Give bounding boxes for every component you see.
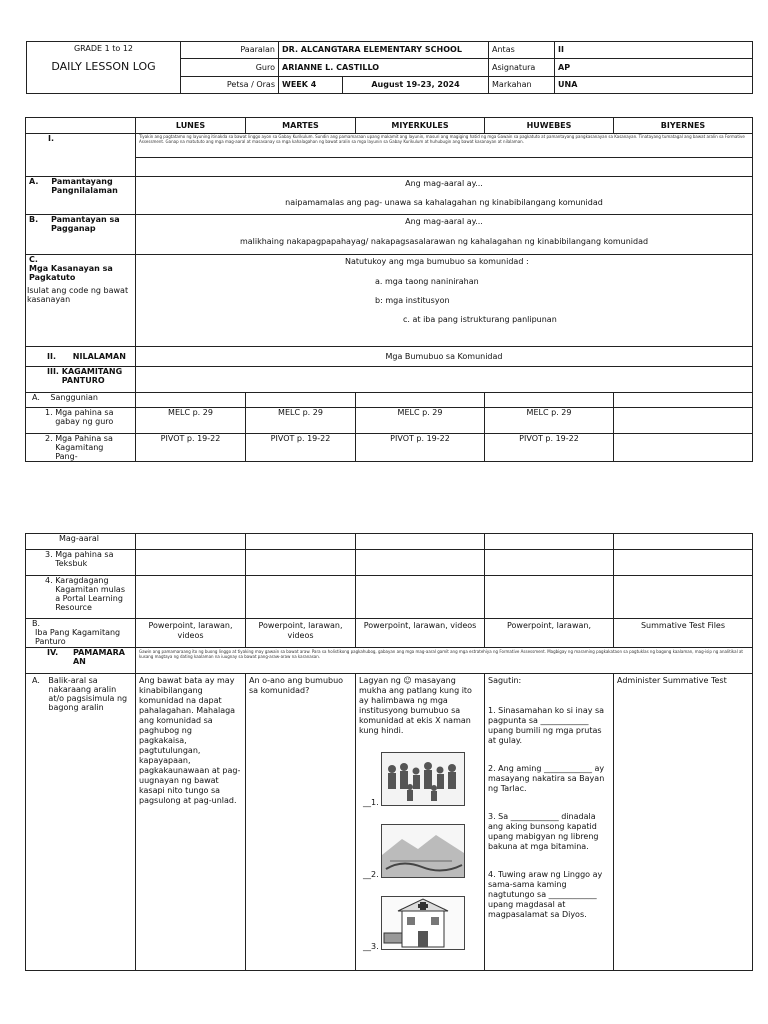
iba-pang-letter: B.	[32, 619, 41, 628]
section-c-item-b: b: mga institusyon	[375, 296, 450, 305]
kagamitang-pang-title: Mga Pahina sa Kagamitang Pang-	[55, 434, 113, 461]
antas-value: II	[555, 42, 753, 59]
pamantayan-sa-pagganap-label	[26, 215, 136, 255]
section-b-statement: malikhaing nakapagpapahayag/ nakapagsasalarawan ng kahalagahan ng kinabibilangang komunidad	[239, 237, 649, 246]
teksbuk-number: 3.	[45, 550, 53, 559]
lesson-table-page2	[25, 533, 753, 971]
header-table	[26, 41, 753, 94]
teksbuk-huwebes	[485, 550, 614, 576]
huwebes-item-4: 4. Tuwing araw ng Linggo ay sama-sama kaming nagtutungo sa ____________ upang magdasal at magpasalamat sa Diyos.	[488, 870, 603, 919]
portal-martes	[246, 576, 356, 619]
miy-blank-3: __3.	[363, 942, 379, 951]
portal-huwebes	[485, 576, 614, 619]
iba-pang-kagamitan-label	[26, 619, 136, 648]
section-b-letter: B.	[29, 215, 39, 224]
teksbuk-martes	[246, 550, 356, 576]
guro-value: ARIANNE L. CASTILLO	[279, 59, 489, 77]
melc-martes: MELC p. 29	[246, 408, 356, 434]
kagamitang-pang-number: 2.	[45, 434, 53, 443]
section-a-lead: Ang mag-aaral ay...	[405, 179, 483, 188]
week-value: WEEK 4	[279, 77, 343, 94]
hospital-illustration	[382, 897, 464, 949]
miyerkules-instruction: Lagyan ng ☺ masayang mukha ang patlang kung ito ay halimbawa ng mga institusyong bumubuo sa komunidad at ekis X naman kung hindi.	[359, 676, 472, 735]
day-huwebes: HUWEBES	[485, 118, 614, 134]
section-c-note: Isulat ang code ng bawat kasanayan	[27, 286, 129, 304]
melc-huwebes: MELC p. 29	[485, 408, 614, 434]
iba-lunes: Powerpoint, larawan, videos	[136, 619, 246, 648]
grade-title-cell	[27, 42, 181, 94]
section-i-number: I.	[48, 134, 55, 143]
portal-miyerkules	[356, 576, 485, 619]
section-b-title: Pamantayan sa Pagganap	[50, 215, 120, 233]
date-value: August 19-23, 2024	[343, 77, 489, 94]
antas-label: Antas	[489, 42, 555, 59]
pivot-huwebes: PIVOT p. 19-22	[485, 434, 614, 462]
cont-huwebes	[485, 534, 614, 550]
iba-martes: Powerpoint, larawan, videos	[246, 619, 356, 648]
nilalaman-title: NILALAMAN	[72, 352, 126, 361]
huwebes-item-2: 2. Ang aming ____________ ay masayang nakatira sa Bayan ng Tarlac.	[488, 764, 605, 793]
day-lunes: LUNES	[136, 118, 246, 134]
portal-biyernes	[614, 576, 753, 619]
section-i-note: Tiyakin ang pagtatamo ng layuning itinakda sa bawat linggo ayon sa Gabay Kurikulum. Sundin ang pamamaraan upang makamit ang layunin, masuri ang magiging hatid ng mga Gawain sa pagkatuto at pamantayang pangkasanayan sa Kasanayan. Tinatayang tumatagal ang bawat aralin sa Formative Assessment. Ganap na matututo ang mga mag-aaral at masasanay sa mga kahalagahan ng bawat aralin sa mga layunin sa Gabay Kurikulum at huhubugin ang bawat kasanayan at nilalaman.	[136, 134, 753, 158]
nilalaman-label	[26, 347, 136, 367]
mag-aaral-text: Mag-aaral	[59, 534, 99, 543]
teksbuk-title: Mga pahina sa Teksbuk	[55, 550, 114, 568]
sanggunian-cell-huwebes	[485, 393, 614, 408]
cont-lunes	[136, 534, 246, 550]
pivot-biyernes	[614, 434, 753, 462]
paaralan-label: Paaralan	[181, 42, 279, 59]
empty-corner-cell	[26, 118, 136, 134]
kagamitang-panturo-blank	[136, 367, 753, 393]
teksbuk-biyernes	[614, 550, 753, 576]
cont-biyernes	[614, 534, 753, 550]
miy-item-3	[359, 896, 481, 952]
section-a-title: Pamantayang Pangnilalaman	[51, 177, 118, 195]
huwebes-lead: Sagutin:	[488, 676, 522, 685]
kasanayan-label	[26, 255, 136, 347]
kagamitan-number: III.	[47, 367, 59, 376]
kagamitan-title: KAGAMITANG PANTURO	[61, 367, 123, 385]
balik-aral-letter: A.	[32, 676, 40, 685]
day-miyerkules: MIYERKULES	[356, 118, 485, 134]
markahan-value: UNA	[555, 77, 753, 94]
section-c-title: Mga Kasanayan sa Pagkatuto	[29, 264, 113, 282]
asignatura-value: AP	[555, 59, 753, 77]
portal-lunes	[136, 576, 246, 619]
asignatura-label: Asignatura	[489, 59, 555, 77]
pamamaraan-label	[26, 648, 136, 674]
pamamaraan-note: Gawin ang pamamaraang ito ng buong linggo at tiyaking may gawain sa bawat araw. Para sa holistikong pagkahubog, gabayan ang mga mag-aaral gamit ang mga estratehiya ng Formative Assessment. Magbigay ng maraming pagkakataon sa pagtuklas ng bagong kaalaman, mag-isip ng analitikal at kusang magtaya ng dating kaalaman na iuugnay sa bawat pang-araw-araw na karanasan.	[136, 648, 753, 674]
lesson-table-page1	[25, 117, 753, 462]
balik-aral-title: Balik-aral sa nakaraang aralin at/o pagsisimula ng bagong aralin	[48, 676, 128, 712]
paaralan-value: DR. ALCANGTARA ELEMENTARY SCHOOL	[279, 42, 489, 59]
balik-aral-miyerkules	[356, 674, 485, 971]
pivot-lunes: PIVOT p. 19-22	[136, 434, 246, 462]
markahan-label: Markahan	[489, 77, 555, 94]
balik-aral-huwebes	[485, 674, 614, 971]
miy-item-1	[359, 752, 481, 808]
iba-huwebes: Powerpoint, larawan,	[485, 619, 614, 648]
sanggunian-cell-martes	[246, 393, 356, 408]
day-martes: MARTES	[246, 118, 356, 134]
sanggunian-cell-biyernes	[614, 393, 753, 408]
hospital-picture	[381, 896, 465, 950]
kasanayan-text	[136, 255, 753, 347]
cont-martes	[246, 534, 356, 550]
section-i-blank	[136, 158, 753, 177]
teksbuk-lunes	[136, 550, 246, 576]
miy-blank-1: __1.	[363, 798, 379, 807]
guro-label: Guro	[181, 59, 279, 77]
iba-pang-title: Iba Pang Kagamitang Panturo	[35, 628, 121, 646]
pamamaraan-number: IV.	[47, 648, 59, 657]
section-c-letter: C.	[29, 255, 38, 264]
sanggunian-cell-miyerkules	[356, 393, 485, 408]
market-picture	[381, 824, 465, 878]
portal-label	[26, 576, 136, 619]
huwebes-item-1: 1. Sinasamahan ko si inay sa pagpunta sa ____________ upang bumili ng mga prutas at gulay.	[488, 706, 605, 745]
portal-title: Karagdagang Kagamitan mulas a Portal Learning Resource	[55, 576, 125, 612]
gabay-guro-number: 1.	[45, 408, 53, 417]
section-c-item-a: a. mga taong naninirahan	[375, 277, 479, 286]
balik-aral-martes: An o-ano ang bumubuo sa komunidad?	[246, 674, 356, 971]
balik-aral-lunes: Ang bawat bata ay may kinabibilangang komunidad na dapat pahalagahan. Mahalaga ang komunidad sa paghubog ng pagkakaisa, pagtutulungan, kapayapaan, pagkakaunawaan at pag-uugnayan ng bawat kasapi nito tungo sa pagsulong at pag-unlad.	[136, 674, 246, 971]
people-illustration	[382, 753, 464, 805]
pivot-martes: PIVOT p. 19-22	[246, 434, 356, 462]
section-c-item-c: c. at iba pang istrukturang panlipunan	[403, 315, 557, 324]
sanggunian-label	[26, 393, 136, 408]
kagamitang-panturo-label	[26, 367, 136, 393]
sanggunian-cell-lunes	[136, 393, 246, 408]
daily-lesson-log-title: DAILY LESSON LOG	[51, 60, 156, 73]
balik-aral-label	[26, 674, 136, 971]
sanggunian-letter: A.	[32, 393, 40, 402]
section-i-label	[26, 134, 136, 177]
miy-blank-2: __2.	[363, 870, 379, 879]
pivot-miyerkules: PIVOT p. 19-22	[356, 434, 485, 462]
nilalaman-text: Mga Bumubuo sa Komunidad	[136, 347, 753, 367]
community-people-picture	[381, 752, 465, 806]
portal-number: 4.	[45, 576, 53, 585]
teksbuk-miyerkules	[356, 550, 485, 576]
pamantayang-pangnilalaman-text	[136, 177, 753, 215]
kagamitang-pang-label	[26, 434, 136, 462]
cont-miyerkules	[356, 534, 485, 550]
miy-item-2	[359, 824, 481, 880]
section-b-lead: Ang mag-aaral ay...	[405, 217, 483, 226]
petsa-label: Petsa / Oras	[181, 77, 279, 94]
iba-miyerkules: Powerpoint, larawan, videos	[356, 619, 485, 648]
iba-biyernes: Summative Test Files	[614, 619, 753, 648]
teksbuk-label	[26, 550, 136, 576]
section-a-statement: naipamamalas ang pag- unawa sa kahalagahan ng kinabibilangang komunidad	[285, 198, 603, 207]
mag-aaral-cont-label	[26, 534, 136, 550]
pamantayang-pangnilalaman-label	[26, 177, 136, 215]
day-biyernes: BIYERNES	[614, 118, 753, 134]
melc-lunes: MELC p. 29	[136, 408, 246, 434]
pamantayan-sa-pagganap-text	[136, 215, 753, 255]
grade-label: GRADE 1 to 12	[73, 44, 134, 53]
landscape-illustration	[382, 825, 464, 877]
gabay-guro-title: Mga pahina sa gabay ng guro	[55, 408, 114, 426]
huwebes-item-3: 3. Sa ____________ dinadala ang aking bunsong kapatid upang mabigyan ng libreng bakuna at mga bitamina.	[488, 812, 599, 851]
balik-aral-biyernes: Administer Summative Test	[614, 674, 753, 971]
nilalaman-number: II.	[47, 352, 56, 361]
gabay-guro-label	[26, 408, 136, 434]
melc-biyernes	[614, 408, 753, 434]
section-c-lead: Natutukoy ang mga bumubuo sa komunidad :	[345, 257, 529, 266]
sanggunian-title: Sanggunian	[50, 393, 98, 402]
melc-miyerkules: MELC p. 29	[356, 408, 485, 434]
section-a-letter: A.	[29, 177, 39, 186]
pamamaraan-title: PAMAMARAAN	[72, 648, 125, 666]
